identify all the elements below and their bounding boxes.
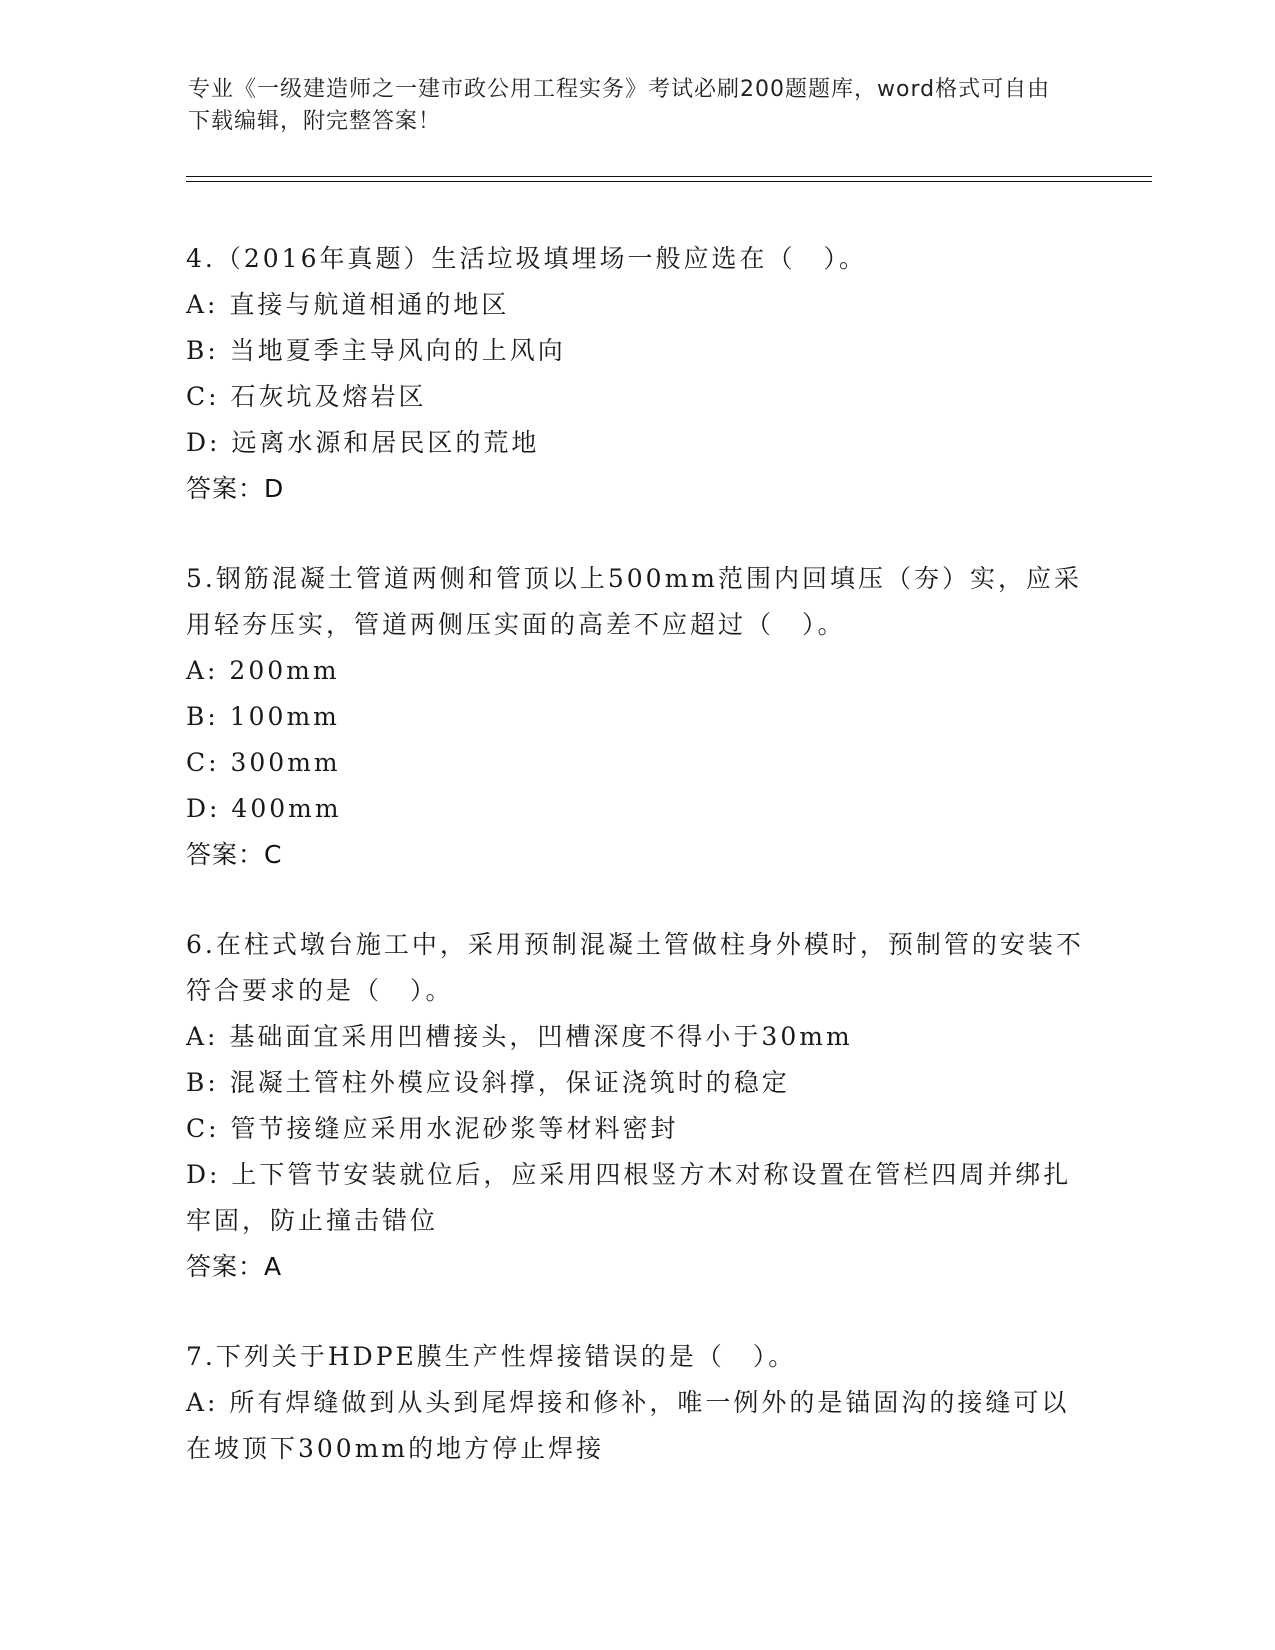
question-option-b: B: 100mm — [186, 702, 340, 731]
question-option-c: C: 管节接缝应采用水泥砂浆等材料密封 — [186, 1114, 679, 1143]
question-item — [186, 556, 1086, 878]
question-option-b: B: 混凝土管柱外模应设斜撑，保证浇筑时的稳定 — [186, 1068, 790, 1097]
question-option-a: A: 直接与航道相通的地区 — [186, 290, 510, 319]
question-option-d: D: 上下管节安装就位后，应采用四根竖方木对称设置在管栏四周并绑扎牢固，防止撞击错位 — [186, 1160, 1072, 1235]
question-stem: 4.（2016年真题）生活垃圾填埋场一般应选在（ ）。 — [186, 244, 867, 273]
question-answer: 答案：A — [186, 1252, 283, 1281]
question-answer: 答案：D — [186, 474, 285, 503]
question-item — [186, 1334, 1086, 1472]
question-stem: 6.在柱式墩台施工中，采用预制混凝土管做柱身外模时，预制管的安装不符合要求的是（ ）。 — [186, 930, 1084, 1005]
question-stem: 5.钢筋混凝土管道两侧和管顶以上500mm范围内回填压（夯）实，应采用轻夯压实，管道两侧压实面的高差不应超过（ ）。 — [186, 564, 1082, 639]
question-option-c: C: 石灰坑及熔岩区 — [186, 382, 427, 411]
question-answer: 答案：C — [186, 840, 283, 869]
document-header: 专业《一级建造师之一建市政公用工程实务》考试必刷200题题库，word格式可自由下载编辑，附完整答案！ — [188, 77, 1051, 134]
question-item — [186, 236, 1086, 512]
question-option-a: A: 200mm — [186, 656, 340, 685]
question-option-a: A: 所有焊缝做到从头到尾焊接和修补，唯一例外的是锚固沟的接缝可以在坡顶下300mm的地方停止焊接 — [186, 1388, 1070, 1463]
question-option-b: B: 当地夏季主导风向的上风向 — [186, 336, 566, 365]
header-divider-top — [186, 176, 1152, 177]
question-list — [186, 236, 1086, 1516]
question-option-d: D: 远离水源和居民区的荒地 — [186, 428, 540, 457]
question-stem: 7.下列关于HDPE膜生产性焊接错误的是（ ）。 — [186, 1342, 797, 1371]
header-divider-bottom — [186, 181, 1152, 182]
question-option-a: A: 基础面宜采用凹槽接头，凹槽深度不得小于30mm — [186, 1022, 853, 1051]
question-option-d: D: 400mm — [186, 794, 342, 823]
question-item — [186, 922, 1086, 1290]
question-option-c: C: 300mm — [186, 748, 341, 777]
